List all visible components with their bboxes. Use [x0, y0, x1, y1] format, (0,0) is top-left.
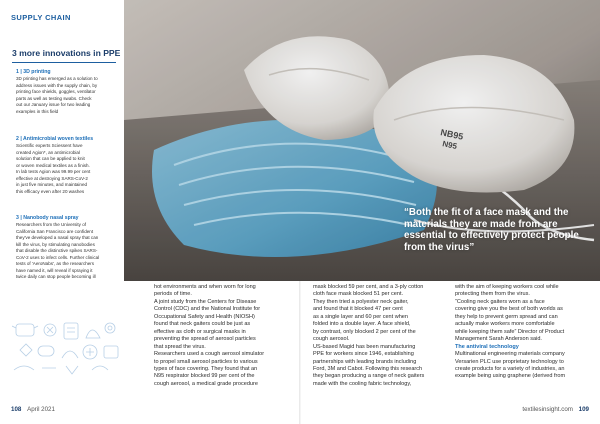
- text-line: address issues with the supply chain, by: [16, 82, 98, 88]
- text-line: out our January issue for two leading: [16, 102, 91, 107]
- sidebar-item-antimicrobial: [16, 136, 122, 195]
- text-line: protecting them from the virus.: [455, 291, 530, 298]
- text-line: PPE for workers since 1946, establishing: [313, 351, 414, 358]
- sidebar-item-3d-printing: [16, 69, 122, 115]
- text-line: periods of time.: [154, 291, 192, 298]
- body-column-2: [313, 284, 445, 388]
- text-line: Ford, 3M and Cabot. Following this research: [313, 365, 423, 372]
- text-line: found that neck gaiters could be just as: [154, 321, 251, 328]
- text-line: In lab tests Agion was 99.99 per cent: [16, 169, 91, 174]
- text-line: they help to prevent germ spread and can: [455, 313, 558, 320]
- text-line: Occupational Safety and Health (NIOSH): [154, 313, 255, 320]
- text-line: types of face covering. They found that an: [154, 365, 258, 372]
- sidebar-title: 3 more innovations in PPE: [12, 48, 121, 58]
- sidebar-item-body: [16, 76, 122, 115]
- text-line: cough aerosol, a medical grade procedure: [154, 380, 258, 387]
- text-line: that disable the distinctive spikes SARS-: [16, 248, 98, 253]
- body-column-1: [154, 284, 286, 388]
- page-number-right: 109: [578, 406, 589, 413]
- text-line: CoV-2 uses to infect cells. Further clinical: [16, 254, 100, 260]
- text-line: hot environments and when worn for long: [154, 284, 256, 290]
- text-line: cloth face mask blocked 51 per cent.: [313, 291, 404, 298]
- sidebar-item-heading: 1 | 3D printing: [16, 69, 51, 75]
- pull-quote: “Both the fit of a face mask and the materials they are made from are essential to effectively protect people from the virus”: [404, 207, 579, 253]
- text-line: examples in this field: [16, 108, 59, 114]
- text-line: “Cooling neck gaiters worn as a face: [455, 298, 545, 305]
- text-line: as a single layer and 60 per cent when: [313, 313, 408, 320]
- text-line: Management Sarah Anderson said.: [455, 336, 542, 343]
- text-line: that spread the virus.: [154, 343, 206, 350]
- text-line: twice daily can stop people becoming ill: [16, 274, 96, 279]
- issue-date: April 2021: [27, 406, 55, 413]
- ppe-doodle-illustration: [12, 318, 124, 376]
- text-line: made with the cooling fabric technology,: [313, 380, 412, 387]
- text-line: solution that can be applied to knit: [16, 156, 85, 161]
- text-line: They then tried a polyester neck gaiter,: [313, 298, 409, 305]
- text-line: parts as well as testing swabs. Check: [16, 95, 92, 101]
- text-line: effective as cloth or surgical masks in: [154, 328, 246, 335]
- section-label: SUPPLY CHAIN: [11, 13, 71, 22]
- text-line: kill the virus, by stimulating nanobodies: [16, 241, 95, 247]
- text-line: effective at destroying SARS-CoV-2: [16, 175, 88, 181]
- sidebar-item-heading: 3 | Nanobody nasal spray: [16, 215, 79, 221]
- folio-right: [522, 406, 589, 413]
- text-line: preventing the spread of aerosol particles: [154, 336, 256, 343]
- sidebar-item-heading: 2 | Antimicrobial woven textiles: [16, 136, 94, 142]
- sidebar-item-body: [16, 143, 122, 195]
- text-line: create products for a variety of industries, an: [455, 365, 565, 372]
- text-line: they've developed a nasal spray that can: [16, 235, 99, 240]
- body-column-3: [455, 284, 589, 381]
- text-line: printing face shields, goggles, ventilator: [16, 89, 96, 94]
- sidebar-item-body: [16, 222, 122, 281]
- text-line: Control (CDC) and the National Institute for: [154, 306, 261, 313]
- text-line: 3D printing has emerged as a solution to: [16, 76, 98, 81]
- text-line: Researchers from the University of: [16, 222, 86, 227]
- text-line: while keeping them safe” Director of Product: [455, 328, 565, 335]
- text-line: in just five minutes, and maintained: [16, 182, 88, 187]
- text-line: Multinational engineering materials company: [455, 351, 565, 358]
- text-line: this efficacy even after 20 washes: [16, 188, 85, 194]
- text-line: have named it, will reveal if spraying it: [16, 267, 93, 273]
- text-line: California San Francisco are confident: [16, 228, 94, 234]
- text-line: Versarien PLC use proprietary technology to: [455, 358, 564, 365]
- text-line: cough aerosol.: [313, 336, 350, 343]
- text-line: or woven medical textiles as a finish.: [16, 162, 90, 168]
- text-line: and found that it blocked 47 per cent: [313, 306, 403, 313]
- page-number-left: 108: [11, 406, 22, 413]
- text-line: example being using graphene (derived from: [455, 373, 566, 380]
- text-line: with the aim of keeping workers cool while: [455, 284, 559, 290]
- site-name: textilesinsight.com: [522, 406, 573, 413]
- text-line: folded into a double layer. A face shield,: [313, 321, 411, 328]
- text-line: US-based Magid has been manufacturing: [313, 343, 416, 350]
- sidebar-item-nasal-spray: [16, 215, 122, 281]
- text-line: by contrast, only blocked 2 per cent of the: [313, 328, 416, 335]
- text-line: partnerships with leading brands including: [313, 358, 417, 365]
- text-line: A joint study from the Centers for Disease: [154, 298, 257, 305]
- text-line: covering give you the best of both worlds as: [455, 306, 563, 313]
- folio-left: [11, 406, 55, 413]
- subheading: The antiviral technology: [455, 343, 519, 350]
- sidebar-rule: [12, 62, 116, 63]
- text-line: N95 respirator blocked 99 per cent of the: [154, 373, 255, 380]
- text-line: tests of 'AeroNabs', as the researchers: [16, 261, 95, 266]
- text-line: Researchers used a cough aerosol simulator: [154, 351, 265, 358]
- text-line: actually make workers more comfortable: [455, 321, 555, 328]
- text-line: Scientific experts Sciessent have: [16, 143, 83, 148]
- text-line: created Agion*, an antimicrobial: [16, 149, 80, 155]
- text-line: mask blocked 59 per cent, and a 3-ply cotton: [313, 284, 424, 290]
- text-line: they began producing a range of neck gaiters: [313, 373, 425, 380]
- text-line: to propel small aerosol particles to various: [154, 358, 258, 365]
